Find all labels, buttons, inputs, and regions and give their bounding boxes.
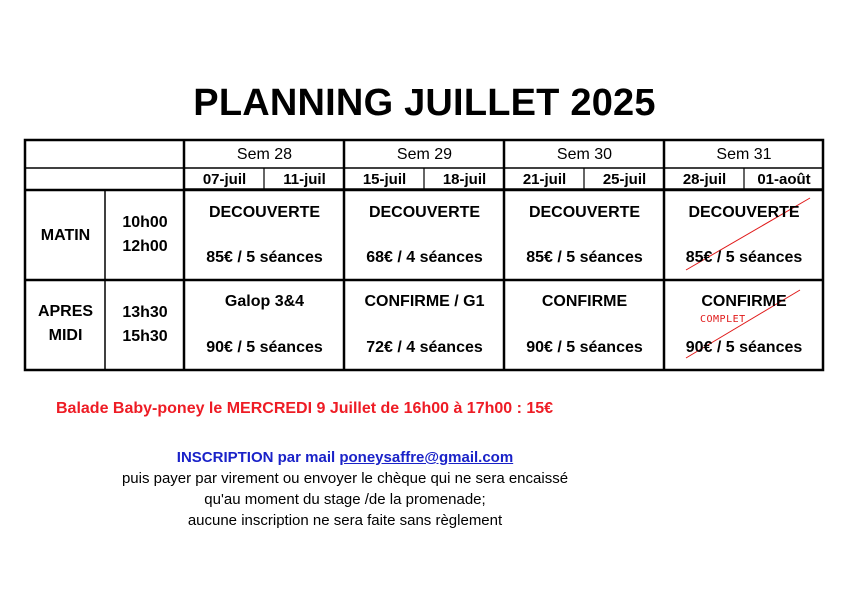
- slot-price: 90€ / 5 séances: [526, 339, 643, 356]
- slot-price: 85€ / 5 séances: [206, 249, 323, 266]
- date-end-30: 25-juil: [602, 170, 647, 188]
- slot-price: 68€ / 4 séances: [366, 249, 483, 266]
- slot-level: CONFIRME / G1: [364, 293, 485, 310]
- period-label-matin: MATIN: [40, 226, 91, 244]
- slot-price: 85€ / 5 séances: [685, 249, 803, 266]
- page-title: PLANNING JUILLET 2025: [193, 82, 656, 124]
- week-header-31: Sem 31: [716, 146, 772, 163]
- email-link[interactable]: poneysaffre@gmail.com: [339, 449, 514, 466]
- inscription-line-3: aucune inscription ne sera faite sans règlement: [187, 512, 503, 529]
- week-header-30: Sem 30: [556, 146, 613, 163]
- promo-text: Balade Baby-poney le MERCREDI 9 Juillet de 16h00 à 17h00 : 15€: [56, 400, 554, 417]
- complet-note: COMPLET: [700, 314, 746, 325]
- slot-level: Galop 3&4: [224, 293, 305, 310]
- time-end-apres: 15h30: [122, 328, 168, 345]
- date-end-28: 11-juil: [283, 170, 326, 188]
- inscription-heading: [0, 449, 690, 466]
- slot-level: DECOUVERTE: [688, 204, 800, 221]
- date-end-29: 18-juil: [442, 170, 487, 188]
- time-end-matin: 12h00: [122, 238, 168, 255]
- slot-price: 72€ / 4 séances: [366, 339, 483, 356]
- inscription-lead: INSCRIPTION par mail: [176, 449, 340, 466]
- inscription-line-1: puis payer par virement ou envoyer le chèque qui ne sera encaissé: [121, 470, 569, 487]
- date-start-31: 28-juil: [682, 170, 727, 188]
- slot-level: DECOUVERTE: [528, 204, 641, 221]
- week-header-29: Sem 29: [396, 146, 453, 163]
- date-end-31: 01-août: [757, 170, 811, 188]
- date-start-29: 15-juil: [362, 170, 407, 188]
- slot-level: CONFIRME: [701, 293, 787, 310]
- slot-level: DECOUVERTE: [208, 204, 321, 221]
- date-start-30: 21-juil: [522, 170, 567, 188]
- time-start-apres: 13h30: [122, 304, 168, 321]
- week-header-28: Sem 28: [236, 146, 293, 163]
- slot-level: CONFIRME: [541, 293, 628, 310]
- slot-price: 85€ / 5 séances: [526, 249, 643, 266]
- time-start-matin: 10h00: [122, 214, 168, 231]
- period-label-midi: MIDI: [48, 327, 83, 344]
- date-start-28: 07-juil: [202, 170, 247, 188]
- inscription-line-2: qu'au moment du stage /de la promenade;: [204, 491, 486, 508]
- slot-price: 90€ / 5 séances: [685, 339, 803, 356]
- slot-price: 90€ / 5 séances: [206, 339, 323, 356]
- period-label-apres: APRES: [37, 303, 94, 320]
- slot-level: DECOUVERTE: [368, 204, 481, 221]
